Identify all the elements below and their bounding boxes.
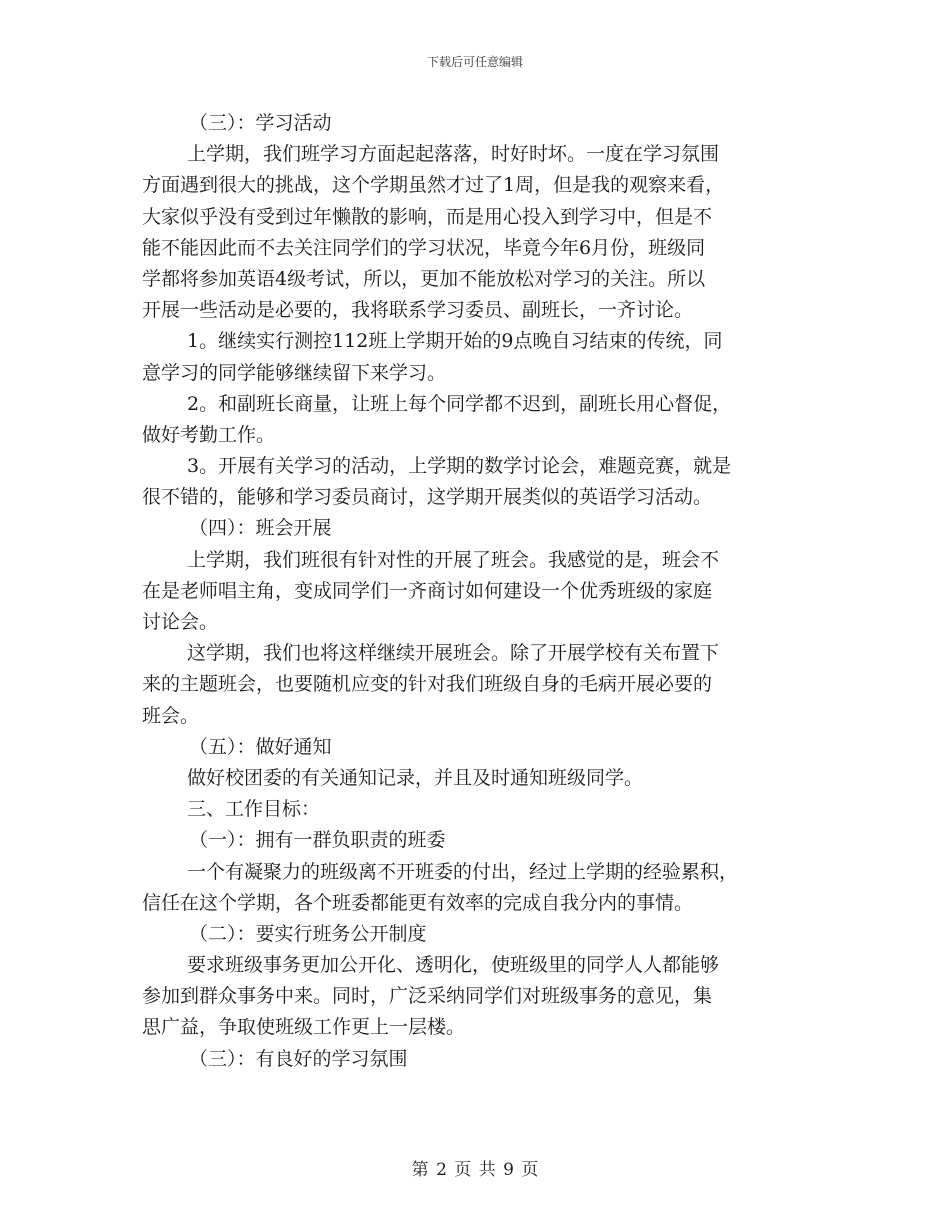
text-line: 意学习的同学能够继续留下来学习。	[142, 361, 447, 384]
text-line: 3。开展有关学习的活动，上学期的数学讨论会，难题竞赛，就是	[187, 455, 732, 478]
text-line: 2。和副班长商量，让班上每个同学都不迟到，副班长用心督促，	[187, 392, 732, 415]
text-line: 讨论会。	[142, 611, 219, 633]
text-line: 要求班级事务更加公开化、透明化，使班级里的同学人人都能够	[187, 954, 720, 977]
text-line: 做好校团委的有关通知记录，并且及时通知班级同学。	[187, 766, 644, 789]
text-line: 1。继续实行测控112班上学期开始的9点晚自习结束的传统，同	[187, 330, 723, 353]
text-line: （五）：做好通知	[189, 735, 332, 758]
text-line: （二）：要实行班务公开制度	[189, 922, 427, 945]
text-line: 方面遇到很大的挑战，这个学期虽然才过了1周，但是我的观察来看，	[142, 174, 725, 197]
page-header-note: 下载后可任意编辑	[426, 55, 523, 69]
text-line: 上学期，我们班很有针对性的开展了班会。我感觉的是，班会不	[187, 548, 720, 571]
text-line: （一）：拥有一群负职责的班委	[189, 829, 446, 852]
text-line: 能不能因此而不去关注同学们的学习状况，毕竟今年6月份，班级同	[142, 236, 706, 259]
text-line: 三、工作目标：	[187, 798, 321, 821]
page-number-footer: 第 2 页 共 9 页	[411, 1160, 539, 1180]
text-line: 一个有凝聚力的班级离不开班委的付出，经过上学期的经验累积，	[187, 860, 739, 883]
text-line: 开展一些活动是必要的，我将联系学习委员、副班长，一齐讨论。	[142, 299, 694, 322]
text-line: 班会。	[142, 704, 200, 727]
text-line: （四）：班会开展	[189, 517, 332, 540]
text-line: 做好考勤工作。	[142, 423, 276, 446]
text-line: （三）：学习活动	[189, 112, 332, 134]
text-line: 思广益，争取使班级工作更上一层楼。	[142, 1016, 466, 1039]
text-line: （三）：有良好的学习氛围	[189, 1047, 408, 1070]
text-line: 大家似乎没有受到过年懒散的影响，而是用心投入到学习中，但是不	[142, 205, 713, 228]
text-line: 参加到群众事务中来。同时，广泛采纳同学们对班级事务的意见，集	[142, 985, 713, 1008]
text-line: 信任在这个学期，各个班委都能更有效率的完成自我分内的事情。	[142, 891, 694, 914]
text-line: 在是老师唱主角，变成同学们一齐商讨如何建设一个优秀班级的家庭	[142, 579, 713, 602]
text-line: 上学期，我们班学习方面起起落落，时好时坏。一度在学习氛围	[187, 143, 720, 166]
text-line: 很不错的，能够和学习委员商讨，这学期开展类似的英语学习活动。	[142, 486, 713, 509]
text-line: 来的主题班会，也要随机应变的针对我们班级自身的毛病开展必要的	[142, 673, 713, 696]
text-line: 这学期，我们也将这样继续开展班会。除了开展学校有关布置下	[187, 642, 720, 665]
document-body	[142, 108, 810, 1075]
text-line: 学都将参加英语4级考试，所以，更加不能放松对学习的关注。所以	[142, 267, 706, 290]
